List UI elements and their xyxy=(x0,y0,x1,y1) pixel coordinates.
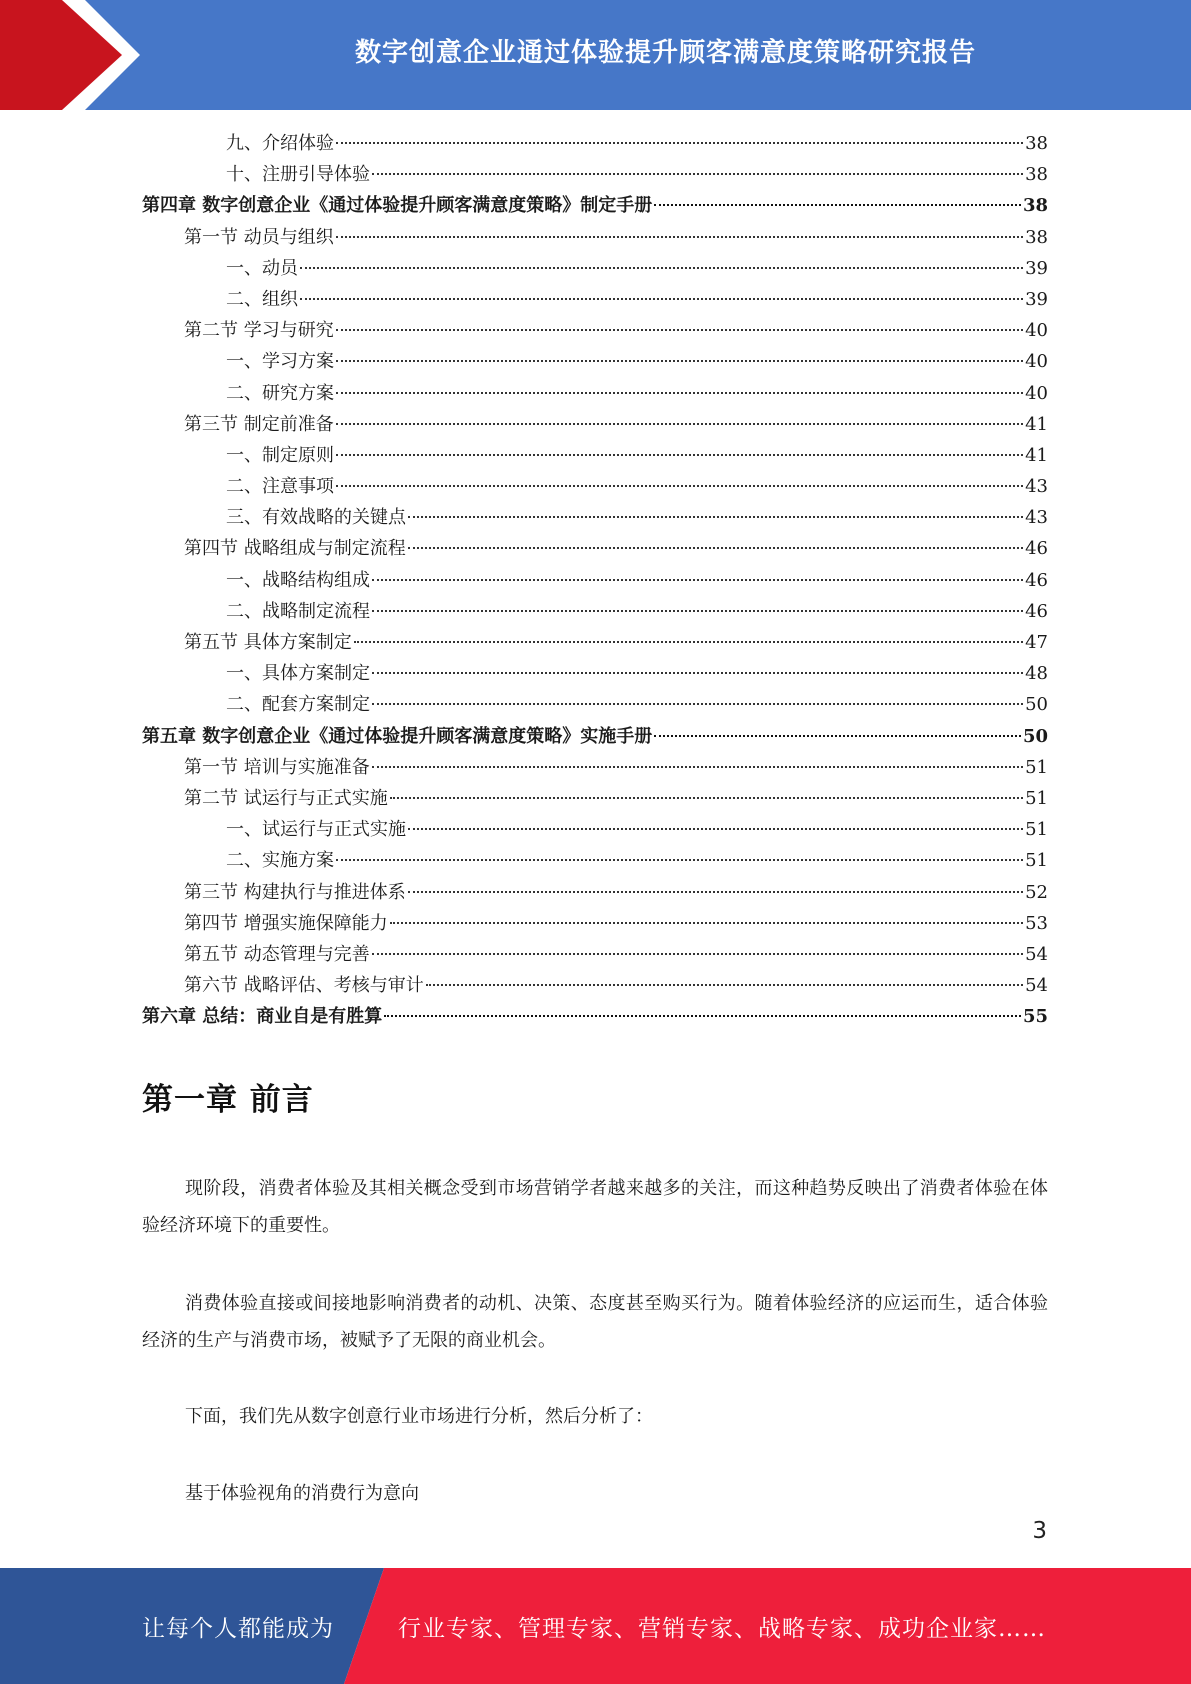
toc-chapter-entry[interactable] xyxy=(142,1001,1048,1032)
toc-page-number: 51 xyxy=(1025,850,1048,872)
toc-entry-title: 第四节 增强实施保障能力 xyxy=(184,912,388,934)
toc-entry-title: 一、动员 xyxy=(226,257,298,279)
paragraph: 基于体验视角的消费行为意向 xyxy=(185,1483,419,1504)
toc-section-entry[interactable] xyxy=(142,877,1048,908)
toc-dot-leader xyxy=(336,453,1023,456)
toc-entry-title: 一、战略结构组成 xyxy=(226,569,370,591)
toc-dot-leader xyxy=(390,796,1023,799)
toc-entry-title: 第一节 培训与实施准备 xyxy=(184,756,370,778)
toc-dot-leader xyxy=(390,921,1023,924)
toc-subsection-entry[interactable] xyxy=(142,814,1048,845)
toc-subsection-entry[interactable] xyxy=(142,502,1048,533)
toc-section-entry[interactable] xyxy=(142,222,1048,253)
toc-entry-title: 二、注意事项 xyxy=(226,476,334,498)
toc-entry-title: 第三节 制定前准备 xyxy=(184,413,334,435)
toc-dot-leader xyxy=(336,858,1023,861)
toc-page-number: 50 xyxy=(1025,694,1048,716)
toc-section-entry[interactable] xyxy=(142,752,1048,783)
toc-page-number: 43 xyxy=(1025,507,1048,529)
toc-page-number: 40 xyxy=(1025,351,1048,373)
toc-page-number: 38 xyxy=(1025,226,1048,248)
paragraph: 现阶段，消费者体验及其相关概念受到市场营销学者越来越多的关注，而这种趋势反映出了消费者体验在体验经济环境下的重要性。 xyxy=(142,1178,1048,1236)
toc-page-number: 48 xyxy=(1025,663,1048,685)
toc-subsection-entry[interactable] xyxy=(142,346,1048,377)
toc-dot-leader xyxy=(408,827,1023,830)
toc-entry-title: 二、研究方案 xyxy=(226,382,334,404)
toc-dot-leader xyxy=(372,578,1023,581)
toc-dot-leader xyxy=(384,1014,1021,1017)
toc-entry-title: 第四节 战略组成与制定流程 xyxy=(184,538,406,560)
toc-entry-title: 第五节 动态管理与完善 xyxy=(184,943,370,965)
toc-page-number: 50 xyxy=(1022,725,1048,747)
toc-subsection-entry[interactable] xyxy=(142,689,1048,720)
toc-entry-title: 二、实施方案 xyxy=(226,850,334,872)
toc-entry-title: 第五章 数字创意企业《通过体验提升顾客满意度策略》实施手册 xyxy=(142,725,653,747)
toc-dot-leader xyxy=(336,422,1023,425)
toc-entry-title: 一、制定原则 xyxy=(226,444,334,466)
footer-slogan-right: 行业专家、管理专家、营销专家、战略专家、成功企业家…… xyxy=(398,1615,1046,1642)
toc-entry-title: 第六节 战略评估、考核与审计 xyxy=(184,975,424,997)
toc-page-number: 47 xyxy=(1025,632,1048,653)
toc-entry-title: 一、具体方案制定 xyxy=(226,663,370,685)
toc-page-number: 39 xyxy=(1025,257,1048,279)
toc-dot-leader xyxy=(336,391,1023,394)
toc-entry-title: 第二节 试运行与正式实施 xyxy=(184,787,388,809)
toc-page-number: 51 xyxy=(1025,819,1048,841)
toc-subsection-entry[interactable] xyxy=(142,596,1048,627)
toc-dot-leader xyxy=(336,359,1023,362)
toc-page-number: 38 xyxy=(1025,133,1048,154)
toc-dot-leader xyxy=(354,640,1023,643)
toc-dot-leader xyxy=(336,328,1023,331)
toc-subsection-entry[interactable] xyxy=(142,159,1048,190)
toc-dot-leader xyxy=(654,203,1021,206)
toc-page-number: 53 xyxy=(1025,912,1048,934)
toc-page-number: 41 xyxy=(1025,413,1048,435)
toc-dot-leader xyxy=(300,297,1023,300)
toc-entry-title: 二、组织 xyxy=(226,288,298,310)
toc-entry-title: 第三节 构建执行与推进体系 xyxy=(184,881,406,903)
footer-slogan-left: 让每个人都能成为 xyxy=(142,1615,334,1642)
toc-dot-leader xyxy=(372,702,1023,705)
toc-subsection-entry[interactable] xyxy=(142,471,1048,502)
toc-entry-title: 三、有效战略的关键点 xyxy=(226,507,406,529)
toc-dot-leader xyxy=(372,609,1023,612)
toc-page-number: 40 xyxy=(1025,320,1048,342)
toc-section-entry[interactable] xyxy=(142,315,1048,346)
toc-section-entry[interactable] xyxy=(142,783,1048,814)
toc-entry-title: 第六章 总结：商业自是有胜算 xyxy=(142,1006,383,1028)
toc-page-number: 40 xyxy=(1025,382,1048,404)
toc-page-number: 51 xyxy=(1025,787,1048,809)
toc-page-number: 38 xyxy=(1022,195,1048,217)
toc-entry-title: 第四章 数字创意企业《通过体验提升顾客满意度策略》制定手册 xyxy=(142,195,653,217)
toc-entry-title: 一、试运行与正式实施 xyxy=(226,819,406,841)
toc-dot-leader xyxy=(300,266,1023,269)
toc-page-number: 55 xyxy=(1022,1006,1048,1028)
toc-dot-leader xyxy=(426,983,1023,986)
toc-entry-title: 第二节 学习与研究 xyxy=(184,320,334,342)
toc-entry-title: 第五节 具体方案制定 xyxy=(184,632,352,653)
toc-dot-leader xyxy=(372,765,1023,768)
toc-page-number: 54 xyxy=(1025,943,1048,965)
toc-entry-title: 九、介绍体验 xyxy=(226,133,334,154)
red-chevron-decoration xyxy=(0,0,160,110)
toc-subsection-entry[interactable] xyxy=(142,128,1048,159)
page-footer xyxy=(0,1568,1191,1684)
toc-subsection-entry[interactable] xyxy=(142,284,1048,315)
toc-subsection-entry[interactable] xyxy=(142,253,1048,284)
toc-page-number: 39 xyxy=(1025,288,1048,310)
toc-entry-title: 二、战略制定流程 xyxy=(226,600,370,622)
toc-entry-title: 二、配套方案制定 xyxy=(226,694,370,716)
toc-subsection-entry[interactable] xyxy=(142,658,1048,689)
toc-section-entry[interactable] xyxy=(142,970,1048,1001)
page-number: 3 xyxy=(1032,1518,1047,1544)
header-title: 数字创意企业通过体验提升顾客满意度策略研究报告 xyxy=(354,37,976,68)
toc-page-number: 54 xyxy=(1025,975,1048,997)
page-header xyxy=(0,0,1191,110)
toc-section-entry[interactable] xyxy=(142,409,1048,440)
toc-dot-leader xyxy=(372,172,1023,175)
toc-dot-leader xyxy=(408,546,1023,549)
toc-dot-leader xyxy=(336,235,1023,238)
toc-chapter-entry[interactable] xyxy=(142,721,1048,752)
toc-entry-title: 第一节 动员与组织 xyxy=(184,226,334,248)
toc-page-number: 46 xyxy=(1025,569,1048,591)
toc-dot-leader xyxy=(408,890,1023,893)
paragraph: 下面，我们先从数字创意行业市场进行分析，然后分析了： xyxy=(185,1406,653,1427)
toc-entry-title: 一、学习方案 xyxy=(226,351,334,373)
toc-dot-leader xyxy=(336,484,1023,487)
toc-page-number: 52 xyxy=(1025,881,1048,903)
toc-dot-leader xyxy=(336,141,1023,144)
toc-dot-leader xyxy=(372,952,1023,955)
paragraph: 消费体验直接或间接地影响消费者的动机、决策、态度甚至购买行为。随着体验经济的应运而生，适合体验经济的生产与消费市场，被赋予了无限的商业机会。 xyxy=(142,1293,1048,1351)
toc-chapter-entry[interactable] xyxy=(142,190,1048,221)
toc-section-entry[interactable] xyxy=(142,627,1048,658)
toc-page-number: 38 xyxy=(1025,164,1048,186)
toc-page-number: 51 xyxy=(1025,756,1048,778)
toc-subsection-entry[interactable] xyxy=(142,845,1048,876)
toc-subsection-entry[interactable] xyxy=(142,378,1048,409)
toc-subsection-entry[interactable] xyxy=(142,440,1048,471)
toc-page-number: 41 xyxy=(1025,444,1048,466)
table-of-contents xyxy=(142,128,1048,1032)
toc-page-number: 46 xyxy=(1025,600,1048,622)
toc-dot-leader xyxy=(408,515,1023,518)
toc-subsection-entry[interactable] xyxy=(142,565,1048,596)
toc-page-number: 46 xyxy=(1025,538,1048,560)
toc-page-number: 43 xyxy=(1025,476,1048,498)
chapter-title: 第一章 前言 xyxy=(142,1082,314,1118)
toc-section-entry[interactable] xyxy=(142,533,1048,564)
toc-section-entry[interactable] xyxy=(142,908,1048,939)
toc-dot-leader xyxy=(372,671,1023,674)
toc-entry-title: 十、注册引导体验 xyxy=(226,164,370,186)
toc-section-entry[interactable] xyxy=(142,939,1048,970)
toc-dot-leader xyxy=(654,734,1021,737)
